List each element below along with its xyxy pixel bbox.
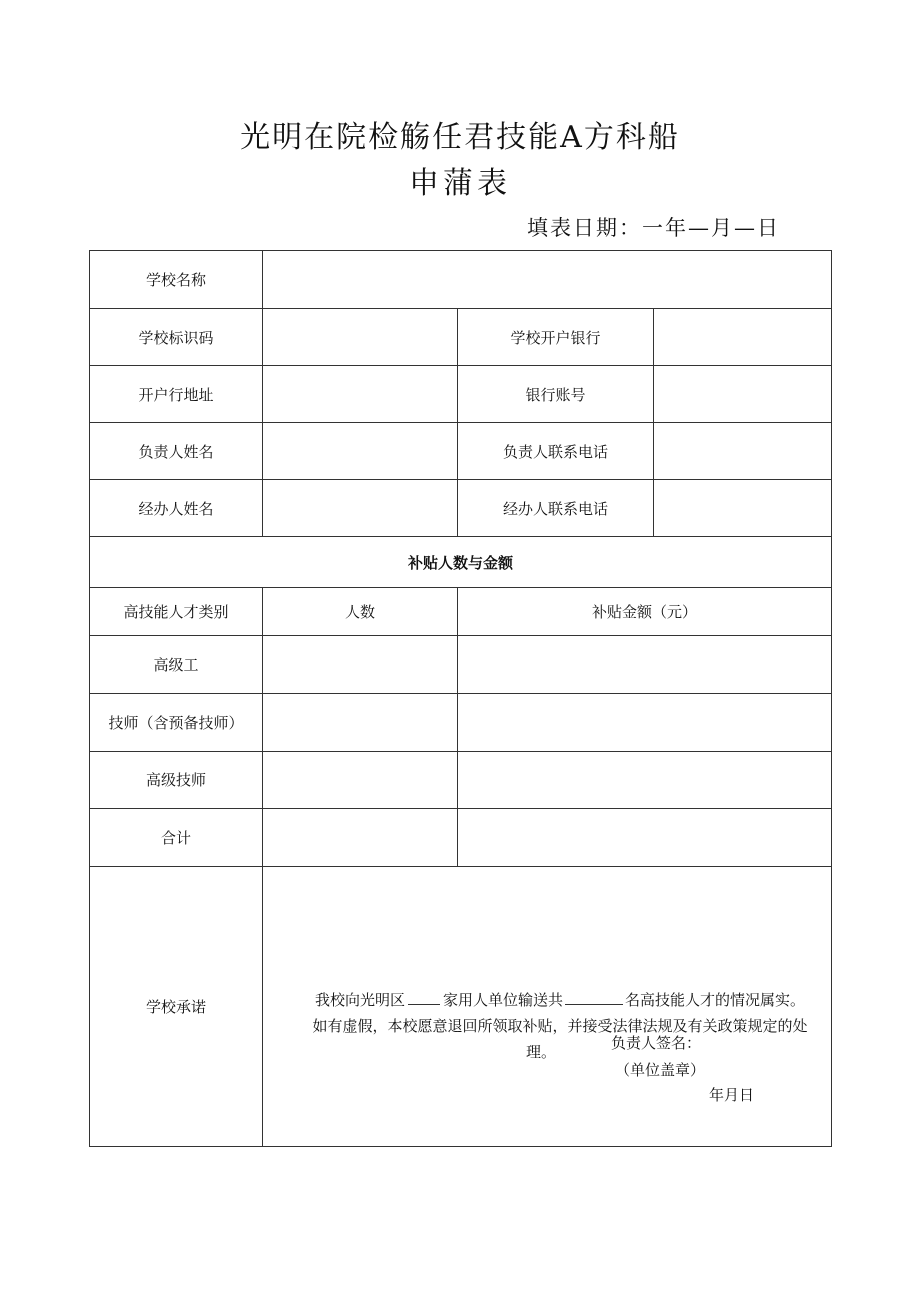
amount-field[interactable] xyxy=(458,808,832,866)
category-total: 合计 xyxy=(90,808,263,866)
account-field[interactable] xyxy=(654,366,832,423)
count-field[interactable] xyxy=(263,751,458,808)
pledge-row xyxy=(90,866,832,1146)
category-technician: 技师（含预备技师） xyxy=(90,694,263,751)
category-senior-technician: 高级技师 xyxy=(90,751,263,808)
account-label: 银行账号 xyxy=(458,366,654,423)
pledge-line-1 xyxy=(265,987,817,1013)
amount-field[interactable] xyxy=(458,694,832,751)
count-field[interactable] xyxy=(263,694,458,751)
form-row xyxy=(90,480,832,537)
bank-label: 学校开户银行 xyxy=(458,309,654,366)
subsidy-row xyxy=(90,808,832,866)
school-name-field[interactable] xyxy=(263,251,832,309)
form-row xyxy=(90,423,832,480)
amount-field[interactable] xyxy=(458,636,832,694)
document-title: 光明在院检觞任君技能A方科船 xyxy=(240,120,680,155)
subsidy-row xyxy=(90,694,832,751)
principal-name-label: 负责人姓名 xyxy=(90,423,263,480)
bank-address-field[interactable] xyxy=(263,366,458,423)
pledge-content xyxy=(263,866,832,1146)
handler-name-label: 经办人姓名 xyxy=(90,480,263,537)
col-amount-header: 补贴金额（元） xyxy=(458,588,832,636)
category-senior-worker: 高级工 xyxy=(90,636,263,694)
seal-label: （单位盖章） xyxy=(615,1060,706,1079)
subsidy-header-row xyxy=(90,588,832,636)
count-field[interactable] xyxy=(263,808,458,866)
form-row xyxy=(90,251,832,309)
amount-field[interactable] xyxy=(458,751,832,808)
bank-field[interactable] xyxy=(654,309,832,366)
pledge-label: 学校承诺 xyxy=(90,866,263,1146)
bank-address-label: 开户行地址 xyxy=(90,366,263,423)
pledge-text-b: 家用人单位输送共 xyxy=(443,991,564,1010)
employer-count-blank[interactable] xyxy=(408,990,440,1005)
count-field[interactable] xyxy=(263,636,458,694)
talent-count-blank[interactable] xyxy=(565,990,623,1005)
pledge-text-c: 名高技能人才的情况属实。 xyxy=(625,991,806,1010)
principal-name-field[interactable] xyxy=(263,423,458,480)
handler-phone-label: 经办人联系电话 xyxy=(458,480,654,537)
section-row xyxy=(90,537,832,588)
subsidy-row xyxy=(90,636,832,694)
handler-name-field[interactable] xyxy=(263,480,458,537)
principal-phone-field[interactable] xyxy=(654,423,832,480)
school-name-label: 学校名称 xyxy=(90,251,263,309)
subsidy-section-title: 补贴人数与金额 xyxy=(90,537,832,588)
col-category-header: 高技能人才类别 xyxy=(90,588,263,636)
signature-label: 负责人签名： xyxy=(611,1033,702,1052)
handler-phone-field[interactable] xyxy=(654,480,832,537)
form-row xyxy=(90,309,832,366)
school-id-field[interactable] xyxy=(263,309,458,366)
pledge-date: 年月日 xyxy=(709,1085,755,1104)
col-count-header: 人数 xyxy=(263,588,458,636)
school-id-label: 学校标识码 xyxy=(90,309,263,366)
application-form-table xyxy=(89,250,832,1147)
fill-date: 填表日期：一年—月—日 xyxy=(527,216,780,240)
principal-phone-label: 负责人联系电话 xyxy=(458,423,654,480)
pledge-line-2: 如有虚假，本校愿意退回所领取补贴，并接受法律法规及有关政策规定的处理。 xyxy=(312,1017,808,1062)
pledge-text-a: 我校向光明区 xyxy=(314,991,405,1010)
document-subtitle: 申蒲表 xyxy=(409,166,511,201)
form-row xyxy=(90,366,832,423)
subsidy-row xyxy=(90,751,832,808)
